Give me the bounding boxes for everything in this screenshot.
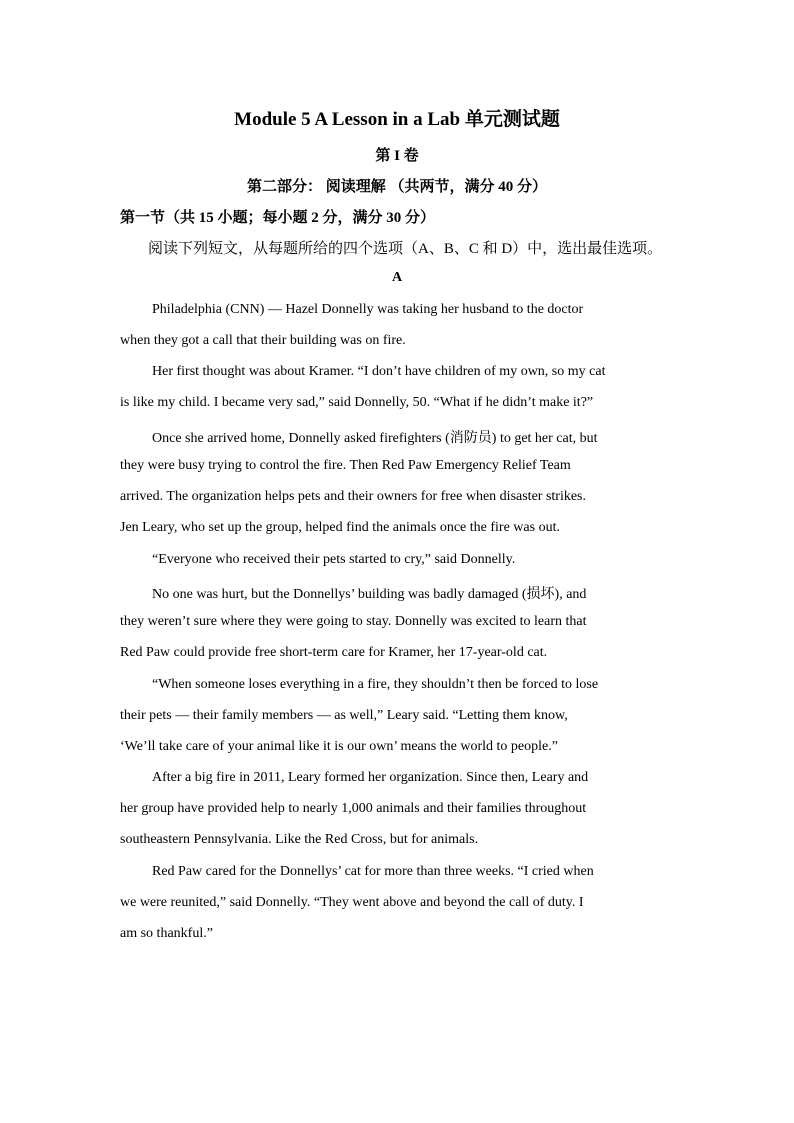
page-title: Module 5 A Lesson in a Lab 单元测试题 [234,109,560,130]
passage-line: Red Paw could provide free short-term care for Kramer, her 17-year-old cat. [120,645,548,660]
instruction-text: 阅读下列短文，从每题所给的四个选项（A、B、C 和 D）中，选出最佳选项。 [148,241,663,257]
passage-line: they weren’t sure where they were going to stay. Donnelly was excited to learn that [120,614,587,629]
passage-line: Jen Leary, who set up the group, helped find the animals once the fire was out. [120,520,560,535]
volume-heading: 第 I 卷 [375,148,419,164]
passage-line: Red Paw cared for the Donnellys’ cat for more than three weeks. “I cried when [152,864,594,879]
passage-line: southeastern Pennsylvania. Like the Red Cross, but for animals. [120,832,479,847]
part-heading: 第二部分： 阅读理解 （共两节，满分 40 分） [246,179,547,195]
passage-line: “Everyone who received their pets started to cry,” said Donnelly. [152,552,516,567]
passage-line: am so thankful.” [120,926,213,941]
passage-line: her group have provided help to nearly 1,000 animals and their families throughout [120,801,587,816]
passage-line: when they got a call that their building was on fire. [120,333,406,348]
passage-line: their pets — their family members — as well,” Leary said. “Letting them know, [120,708,568,723]
passage-line: After a big fire in 2011, Leary formed her organization. Since then, Leary and [152,770,589,785]
passage-line: “When someone loses everything in a fire, they shouldn’t then be forced to lose [152,677,599,692]
passage-line: they were busy trying to control the fire. Then Red Paw Emergency Relief Team [120,458,571,473]
passage-line: Philadelphia (CNN) — Hazel Donnelly was taking her husband to the doctor [152,302,584,317]
passage-line: we were reunited,” said Donnelly. “They went above and beyond the call of duty. I [120,895,584,910]
passage-line: No one was hurt, but the Donnellys’ building was badly damaged (损坏), and [152,587,587,602]
passage-label: A [391,270,403,285]
passage-line: is like my child. I became very sad,” said Donnelly, 50. “What if he didn’t make it?” [120,395,594,410]
passage-line: arrived. The organization helps pets and their owners for free when disaster strikes. [120,489,586,504]
passage-line: Once she arrived home, Donnelly asked firefighters (消防员) to get her cat, but [152,431,598,446]
passage-line: ‘We’ll take care of your animal like it is our own’ means the world to people.” [120,739,558,754]
section-heading: 第一节（共 15 小题；每小题 2 分，满分 30 分） [120,210,436,226]
passage-line: Her first thought was about Kramer. “I don’t have children of my own, so my cat [152,364,606,379]
